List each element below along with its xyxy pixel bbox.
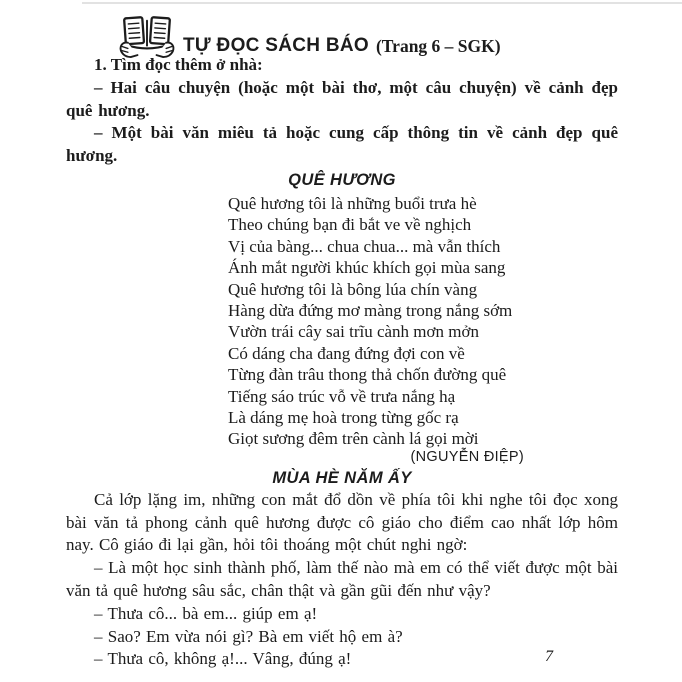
poem-line: Quê hương tôi là bông lúa chín vàng [228, 279, 478, 299]
poem-line: Vườn trái cây sai trĩu cành mơn mởn [228, 322, 479, 342]
story-title: MÙA HÈ NĂM ẤY [272, 468, 412, 487]
poem-author: (NGUYỄN ĐIỆP) [410, 448, 524, 465]
task-item: – Hai câu chuyện (hoặc một bài thơ, một câu chuyện) về cảnh đẹp quê hương. [66, 77, 618, 120]
story-paragraph: Cả lớp lặng im, những con mắt đổ dồn về phía tôi khi nghe tôi đọc xong bài văn tả phong cảnh quê hương được cô giáo cho điểm cao nhất lớp hôm nay. Cô giáo đi lại gần, hỏi tôi thoáng một chút nghi ngờ: [66, 489, 618, 555]
scan-edge-line [82, 2, 682, 4]
poem-line: Từng đàn trâu thong thả chốn đường quê [228, 365, 507, 385]
lesson-title: TỰ ĐỌC SÁCH BÁO [183, 35, 369, 56]
lesson-page-ref: (Trang 6 – SGK) [375, 36, 501, 56]
poem-line: Giọt sương đêm trên cành lá gọi mời [228, 429, 479, 449]
poem-body [228, 193, 618, 450]
task-heading: 1. Tìm đọc thêm ở nhà: [94, 55, 263, 74]
story-dialogue-line: – Là một học sinh thành phố, làm thế nào mà em có thể viết được một bài văn tả quê hương sâu sắc, chân thật và gần gũi đến như vậy? [66, 558, 618, 601]
lesson-header [118, 14, 501, 58]
poem-line: Vị của bàng... chua chua... mà vẫn thích [228, 236, 501, 256]
poem-line: Quê hương tôi là những buổi trưa hè [228, 193, 477, 213]
story-dialogue-line: – Thưa cô... bà em... giúp em ạ! [94, 603, 318, 623]
poem-line: Tiếng sáo trúc vỗ về trưa nắng hạ [228, 386, 456, 406]
open-book-in-hands-icon [118, 14, 176, 58]
page-number: 7 [545, 648, 553, 665]
poem-line: Có dáng cha đang đứng đợi con về [228, 343, 465, 363]
page-content [66, 54, 618, 671]
poem-line: Ánh mắt người khúc khích gọi mùa sang [228, 258, 506, 278]
story-dialogue-line: – Thưa cô, không ạ!... Vâng, đúng ạ! [94, 649, 352, 669]
poem-line: Hàng dừa đứng mơ màng trong nắng sớm [228, 301, 513, 321]
poem-line: Theo chúng bạn đi bắt ve về nghịch [228, 215, 472, 235]
poem-line: Là dáng mẹ hoà trong từng gốc rạ [228, 408, 459, 428]
task-item: – Một bài văn miêu tả hoặc cung cấp thông tin về cảnh đẹp quê hương. [66, 123, 618, 166]
story-dialogue-line: – Sao? Em vừa nói gì? Bà em viết hộ em à? [94, 626, 403, 646]
poem-title: QUÊ HƯƠNG [288, 170, 396, 189]
